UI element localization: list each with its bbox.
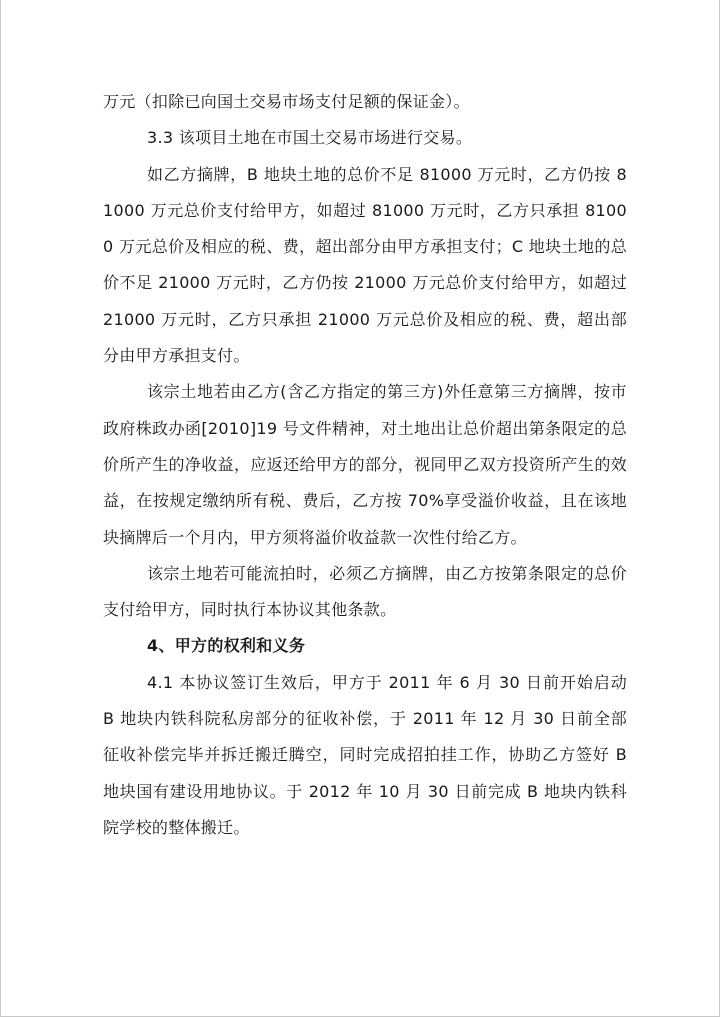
paragraph-unsold: 该宗土地若可能流拍时，必须乙方摘牌，由乙方按第条限定的总价支付给甲方，同时执行本协议其他条款。 (103, 563, 627, 620)
section-heading-4: 4、甲方的权利和义务 (147, 636, 306, 656)
document-body (103, 84, 627, 846)
paragraph-pricing-terms: 如乙方摘牌，B 地块土地的总价不足 81000 万元时，乙方仍按 81000 万元总价支付给甲方，如超过 81000 万元时，乙方只承担 81000 万元总价及相应的税、费，超出部分由甲方承担支付；C 地块土地的总价不足 21000 万元时，乙方仍按 21000 万元总价支付给甲方，如超过 21000 万元时，乙方只承担 21000 万元总价及相应的税、费，超出部分由甲方承担支付。 (103, 164, 627, 366)
paragraph-third-party: 该宗土地若由乙方(含乙方指定的第三方)外任意第三方摘牌，按市政府株政办函[2010]19 号文件精神，对土地出让总价超出第条限定的总价所产生的净收益，应返还给甲方的部分，视同甲乙双方投资所产生的效益，在按规定缴纳所有税、费后，乙方按 70%享受溢价收益，且在该地块摘牌后一个月内，甲方须将溢价收益款一次性付给乙方。 (103, 382, 627, 547)
paragraph-continuation: 万元（扣除已向国土交易市场支付足额的保证金）。 (103, 92, 470, 111)
clause-3-3: 3.3 该项目土地在市国土交易市场进行交易。 (147, 128, 473, 148)
clause-4-1: 4.1 本协议签订生效后，甲方于 2011 年 6 月 30 日前开始启动 B 地块内铁科院私房部分的征收补偿，于 2011 年 12 月 30 日前全部征收补偿完毕并拆迁搬迁腾空，同时完成招拍挂工作，协助乙方签好 B 地块国有建设用地协议。于 2012 年 10 月 30 日前完成 B 地块内铁科院学校的整体搬迁。 (103, 672, 627, 837)
